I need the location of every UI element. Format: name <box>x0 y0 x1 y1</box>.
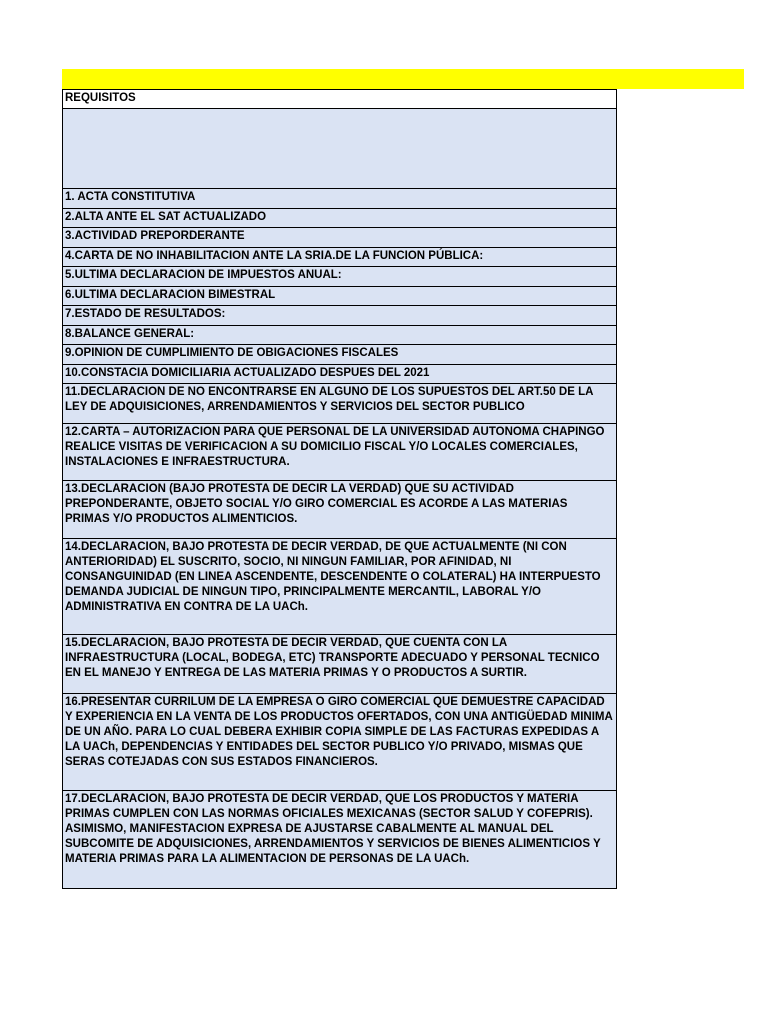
requirement-cell-10[interactable]: 10.CONSTACIA DOMICILIARIA ACTUALIZADO DESPUES DEL 2021 <box>63 364 617 384</box>
column-header[interactable]: REQUISITOS <box>63 90 617 109</box>
requirement-cell-12[interactable]: 12.CARTA – AUTORIZACION PARA QUE PERSONAL DE LA UNIVERSIDAD AUTONOMA CHAPINGO REALICE VISITAS DE VERIFICACION A SU DOMICILIO FISCAL Y/O LOCALES COMERCIALES, INSTALACIONES E INFRAESTRUCTURA. <box>63 424 617 481</box>
table-row <box>63 791 617 889</box>
requirement-cell-11[interactable]: 11.DECLARACION DE NO ENCONTRARSE EN ALGUNO DE LOS SUPUESTOS DEL ART.50 DE LA LEY DE ADQUISICIONES, ARRENDAMIENTOS Y SERVICIOS DEL SECTOR PUBLICO <box>63 384 617 424</box>
requirement-cell-8[interactable]: 8.BALANCE GENERAL: <box>63 325 617 345</box>
requirement-cell-15[interactable]: 15.DECLARACION, BAJO PROTESTA DE DECIR VERDAD, QUE CUENTA CON LA INFRAESTRUCTURA (LOCAL, BODEGA, ETC) TRANSPORTE ADECUADO Y PERSONAL TECNICO EN EL MANEJO Y ENTREGA DE LAS MATERIA PRIMAS Y O PRODUCTOS A SURTIR. <box>63 635 617 694</box>
requirement-cell-17[interactable]: 17.DECLARACION, BAJO PROTESTA DE DECIR VERDAD, QUE LOS PRODUCTOS Y MATERIA PRIMAS CUMPLEN CON LAS NORMAS OFICIALES MEXICANAS (SECTOR SALUD Y COFEPRIS). ASIMISMO, MANIFESTACION EXPRESA DE AJUSTARSE CABALMENTE AL MANUAL DEL SUBCOMITE DE ADQUISICIONES, ARRENDAMIENTOS Y SERVICIOS DE BIENES ALIMENTICIOS Y MATERIA PRIMAS PARA LA ALIMENTACION DE PERSONAS DE LA UACh. <box>63 791 617 889</box>
table-row <box>63 345 617 365</box>
table-row <box>63 635 617 694</box>
table-row <box>63 364 617 384</box>
table-row <box>63 325 617 345</box>
table-row <box>63 306 617 326</box>
requirement-cell-5[interactable]: 5.ULTIMA DECLARACION DE IMPUESTOS ANUAL: <box>63 267 617 287</box>
table-row <box>63 694 617 791</box>
table-row <box>63 189 617 209</box>
requirement-cell-7[interactable]: 7.ESTADO DE RESULTADOS: <box>63 306 617 326</box>
table-row <box>63 90 617 109</box>
table-row <box>63 208 617 228</box>
requirement-cell-9[interactable]: 9.OPINION DE CUMPLIMIENTO DE OBIGACIONES FISCALES <box>63 345 617 365</box>
table-row <box>63 109 617 189</box>
table-row <box>63 228 617 248</box>
requirement-cell-14[interactable]: 14.DECLARACION, BAJO PROTESTA DE DECIR VERDAD, DE QUE ACTUALMENTE (NI CON ANTERIORIDAD) EL SUSCRITO, SOCIO, NI NINGUN FAMILIAR, POR AFINIDAD, NI CONSANGUINIDAD (EN LINEA ASCENDENTE, DESCENDENTE O COLATERAL) HA INTERPUESTO DEMANDA JUDICIAL DE NINGUN TIPO, PRINCIPALMENTE MERCANTIL, LABORAL Y/O ADMINISTRATIVA EN CONTRA DE LA UACh. <box>63 539 617 635</box>
table-row <box>63 267 617 287</box>
table-row <box>63 424 617 481</box>
table-row <box>63 286 617 306</box>
requirement-cell-4[interactable]: 4.CARTA DE NO INHABILITACION ANTE LA SRIA.DE LA FUNCION PÚBLICA: <box>63 247 617 267</box>
table-row <box>63 384 617 424</box>
blank-cell[interactable] <box>63 109 617 189</box>
table-row <box>63 481 617 539</box>
table-row <box>63 539 617 635</box>
requirement-cell-16[interactable]: 16.PRESENTAR CURRILUM DE LA EMPRESA O GIRO COMERCIAL QUE DEMUESTRE CAPACIDAD Y EXPERIENCIA EN LA VENTA DE LOS PRODUCTOS OFERTADOS, CON UNA ANTIGÜEDAD MINIMA DE UN AÑO. PARA LO CUAL DEBERA EXHIBIR COPIA SIMPLE DE LAS FACTURAS EXPEDIDAS A LA UACh, DEPENDENCIAS Y ENTIDADES DEL SECTOR PUBLICO Y/O PRIVADO, MISMAS QUE SERAS COTEJADAS CON SUS ESTADOS FINANCIEROS. <box>63 694 617 791</box>
title-bar <box>62 69 744 89</box>
requirement-cell-2[interactable]: 2.ALTA ANTE EL SAT ACTUALIZADO <box>63 208 617 228</box>
table-row <box>63 247 617 267</box>
requirement-cell-1[interactable]: 1. ACTA CONSTITUTIVA <box>63 189 617 209</box>
requirement-cell-3[interactable]: 3.ACTIVIDAD PREPORDERANTE <box>63 228 617 248</box>
requirements-table <box>62 89 617 889</box>
requirement-cell-6[interactable]: 6.ULTIMA DECLARACION BIMESTRAL <box>63 286 617 306</box>
requirement-cell-13[interactable]: 13.DECLARACION (BAJO PROTESTA DE DECIR LA VERDAD) QUE SU ACTIVIDAD PREPONDERANTE, OBJETO SOCIAL Y/O GIRO COMERCIAL ES ACORDE A LAS MATERIAS PRIMAS Y/O PRODUCTOS ALIMENTICIOS. <box>63 481 617 539</box>
